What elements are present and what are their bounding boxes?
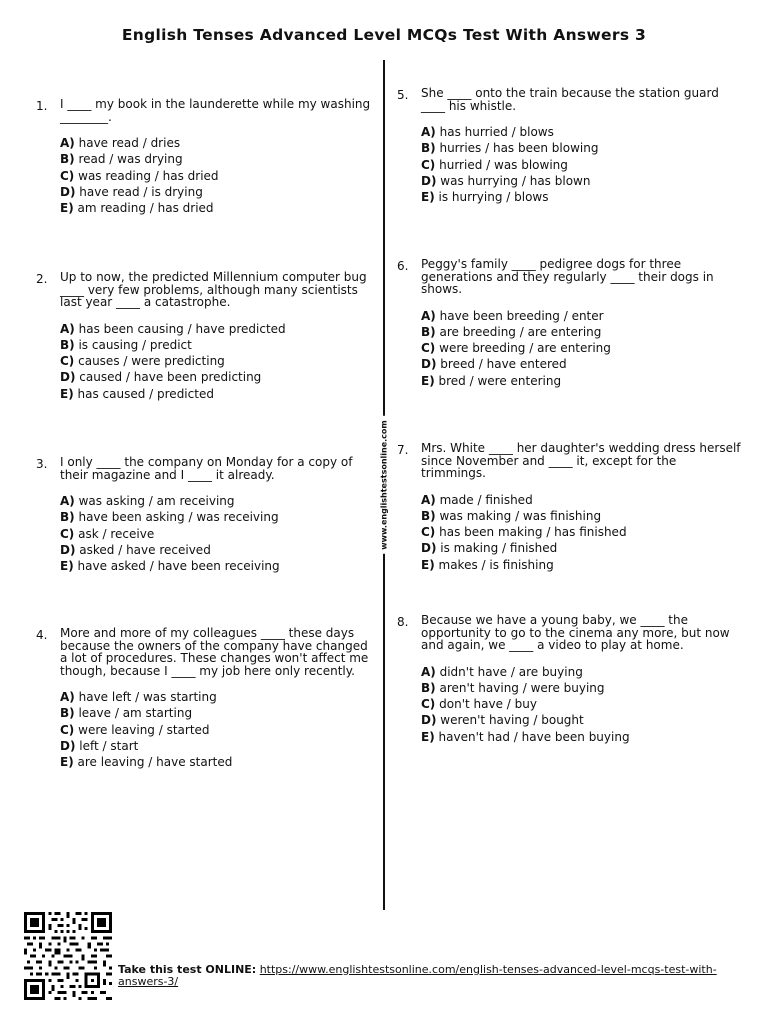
question-2 [36, 270, 378, 402]
option-d[interactable]: D) breed / have entered [421, 357, 567, 372]
question-stem: Because we have a young baby, we ____ the opportunity to go to the cinema any more, but now and again, we ____ a video to play at home. [421, 613, 730, 652]
option-b[interactable]: B) hurries / has been blowing [421, 141, 599, 156]
question-stem: Up to now, the predicted Millennium computer bug ____ very few problems, although many scientists last year ____ a catastrophe. [60, 270, 367, 309]
question-stem: I ____ my book in the launderette while my washing ________. [60, 97, 371, 124]
option-a[interactable]: A) have read / dries [60, 136, 181, 150]
option-c[interactable]: C) ask / receive [60, 526, 155, 541]
question-8 [397, 613, 736, 745]
footer [118, 964, 718, 988]
option-c[interactable]: C) hurried / was blowing [421, 157, 568, 172]
question-number: 1. [36, 99, 48, 113]
qr-code-icon [24, 912, 112, 1000]
question-number: 8. [397, 615, 409, 629]
question-stem: She ____ onto the train because the station guard ____ his whistle. [421, 86, 719, 113]
question-number: 2. [36, 272, 48, 286]
question-number: 4. [36, 628, 48, 642]
option-e[interactable]: E) is hurrying / blows [421, 190, 549, 205]
option-a[interactable]: A) was asking / am receiving [60, 494, 235, 508]
option-a[interactable]: A) made / finished [421, 492, 533, 507]
question-number: 5. [397, 88, 409, 102]
question-3 [36, 455, 378, 574]
page-title: English Tenses Advanced Level MCQs Test With Answers 3 [121, 26, 647, 44]
question-stem: Mrs. White ____ her daughter's wedding dress herself since November and ____ it, except for the trimmings. [421, 441, 741, 480]
test-online-link[interactable]: https://www.englishtestsonline.com/english-tenses-advanced-level-mcqs-test-with-answers-3/ [118, 963, 717, 988]
option-c[interactable]: C) were leaving / started [60, 722, 210, 737]
option-e[interactable]: E) bred / were entering [421, 373, 562, 388]
option-e[interactable]: E) haven't had / have been buying [421, 729, 630, 744]
option-b[interactable]: B) aren't having / were buying [421, 680, 605, 695]
option-d[interactable]: D) left / start [60, 738, 139, 753]
option-d[interactable]: D) caused / have been predicting [60, 370, 262, 385]
option-b[interactable]: B) have been asking / was receiving [60, 510, 279, 525]
option-c[interactable]: C) don't have / buy [421, 697, 537, 712]
option-a[interactable]: A) didn't have / are buying [421, 664, 583, 679]
question-stem: Peggy's family ____ pedigree dogs for three generations and they regularly ____ their dogs in shows. [421, 257, 714, 296]
question-number: 6. [397, 259, 409, 273]
option-a[interactable]: A) has hurried / blows [421, 125, 554, 139]
question-number: 7. [397, 443, 409, 457]
option-d[interactable]: D) asked / have received [60, 542, 211, 557]
option-b[interactable]: B) leave / am starting [60, 706, 193, 721]
question-1 [36, 97, 375, 216]
option-d[interactable]: D) weren't having / bought [421, 713, 584, 728]
option-b[interactable]: B) read / was drying [60, 152, 183, 167]
option-a[interactable]: A) have been breeding / enter [421, 308, 604, 323]
question-6 [397, 257, 736, 389]
option-b[interactable]: B) are breeding / are entering [421, 324, 602, 339]
question-5 [397, 86, 736, 205]
option-b[interactable]: B) was making / was finishing [421, 508, 602, 523]
question-4 [36, 626, 378, 770]
option-c[interactable]: C) causes / were predicting [60, 354, 225, 369]
option-b[interactable]: B) is causing / predict [60, 337, 192, 352]
option-d[interactable]: D) have read / is drying [60, 184, 203, 199]
option-d[interactable]: D) was hurrying / has blown [421, 173, 591, 188]
option-a[interactable]: A) have left / was starting [60, 690, 217, 704]
option-e[interactable]: E) am reading / has dried [60, 201, 214, 216]
watermark-text: www.englishtestsonline.com [378, 416, 391, 554]
option-a[interactable]: A) has been causing / have predicted [60, 321, 286, 336]
question-stem: I only ____ the company on Monday for a copy of their magazine and I ____ it already. [60, 455, 353, 482]
option-e[interactable]: E) has caused / predicted [60, 386, 214, 401]
option-e[interactable]: E) are leaving / have started [60, 755, 233, 770]
option-c[interactable]: C) has been making / has finished [421, 525, 627, 540]
option-c[interactable]: C) was reading / has dried [60, 168, 219, 183]
option-c[interactable]: C) were breeding / are entering [421, 341, 611, 356]
option-e[interactable]: E) makes / is finishing [421, 557, 554, 572]
question-number: 3. [36, 457, 48, 471]
question-7 [397, 441, 741, 573]
question-stem: More and more of my colleagues ____ these days because the owners of the company have changed a lot of procedures. These changes won't affect me though, because I ____ my job here only recently. [60, 626, 369, 678]
option-e[interactable]: E) have asked / have been receiving [60, 559, 280, 574]
option-d[interactable]: D) is making / finished [421, 541, 558, 556]
footer-label: Take this test ONLINE: [118, 963, 257, 976]
